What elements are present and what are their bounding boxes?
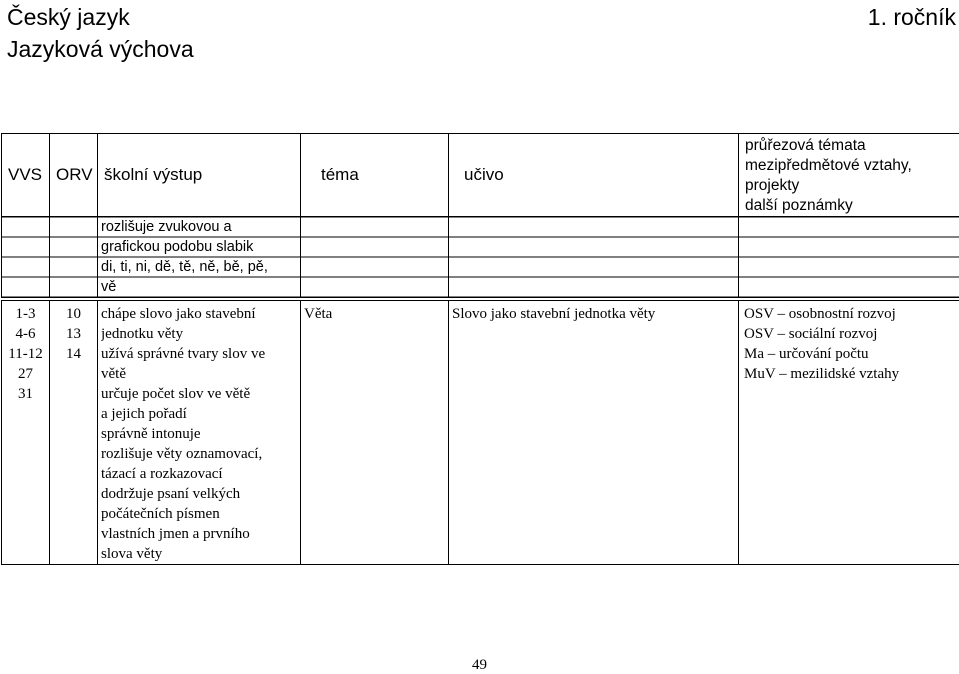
cross-cell: [739, 299, 959, 565]
curriculum-cell: [449, 299, 739, 565]
outcome-line: určuje počet slov ve větě: [101, 384, 297, 404]
orv-value: 10: [52, 304, 95, 324]
header-cross-line: průřezová témata: [745, 136, 953, 156]
table-row: [2, 217, 959, 300]
pre-outcome-cell: [98, 217, 301, 300]
outcome-line: rozlišuje věty oznamovací,: [101, 444, 297, 464]
vvs-value: 27: [4, 364, 47, 384]
curriculum-value: Slovo jako stavební jednotka věty: [452, 304, 735, 324]
outcome-line: dodržuje psaní velkých: [101, 484, 297, 504]
orv-value: 14: [52, 344, 95, 364]
pre-vvs-cell: [2, 217, 50, 300]
table-row: [2, 299, 959, 565]
header-curriculum: učivo: [449, 134, 739, 217]
header-cross-line: projekty: [745, 176, 953, 196]
cross-topic: OSV – osobnostní rozvoj: [744, 304, 956, 324]
header-cross-line: mezipředmětové vztahy,: [745, 156, 953, 176]
vvs-value: 1-3: [4, 304, 47, 324]
outcome-line: počátečních písmen: [101, 504, 297, 524]
curriculum-table: [1, 133, 959, 565]
grade-label: 1. ročník: [868, 4, 956, 31]
orv-value: 13: [52, 324, 95, 344]
vvs-value: 4-6: [4, 324, 47, 344]
outcome-line: slova věty: [101, 544, 297, 564]
pre-cross-cell: [739, 217, 959, 300]
outcome-line: chápe slovo jako stavební: [101, 304, 297, 324]
subject-title: Český jazyk: [7, 4, 130, 31]
pre-outcome-line: rozlišuje zvukovou a: [101, 217, 297, 237]
outcome-line: užívá správné tvary slov ve: [101, 344, 297, 364]
outcome-line: vlastních jmen a prvního: [101, 524, 297, 544]
page-number: 49: [0, 657, 959, 674]
vvs-value: 11-12: [4, 344, 47, 364]
outcome-line: větě: [101, 364, 297, 384]
pre-topic-cell: [301, 217, 449, 300]
outcome-line: správně intonuje: [101, 424, 297, 444]
vvs-value: 31: [4, 384, 47, 404]
pre-outcome-line: grafickou podobu slabik: [101, 237, 297, 257]
topic-cell: [301, 299, 449, 565]
cross-topic: OSV – sociální rozvoj: [744, 324, 956, 344]
header-outcome: školní výstup: [98, 134, 301, 217]
outcome-line: jednotku věty: [101, 324, 297, 344]
topic-value: Věta: [304, 304, 445, 324]
section-title: Jazyková výchova: [7, 36, 194, 63]
cross-topic: Ma – určování počtu: [744, 344, 956, 364]
pre-outcome-line: vě: [101, 277, 297, 297]
pre-outcome-line: di, ti, ni, dě, tě, ně, bě, pě,: [101, 257, 297, 277]
orv-cell: [50, 299, 98, 565]
header-vvs: VVS: [2, 134, 50, 217]
outcome-cell: [98, 299, 301, 565]
table-header-row: [2, 134, 959, 217]
header-topic: téma: [301, 134, 449, 217]
header-orv: ORV: [50, 134, 98, 217]
vvs-cell: [2, 299, 50, 565]
outcome-line: a jejich pořadí: [101, 404, 297, 424]
outcome-line: tázací a rozkazovací: [101, 464, 297, 484]
cross-topic: MuV – mezilidské vztahy: [744, 364, 956, 384]
header-cross-topics: [739, 134, 959, 217]
pre-orv-cell: [50, 217, 98, 300]
header-cross-line: další poznámky: [745, 196, 953, 216]
pre-curriculum-cell: [449, 217, 739, 300]
